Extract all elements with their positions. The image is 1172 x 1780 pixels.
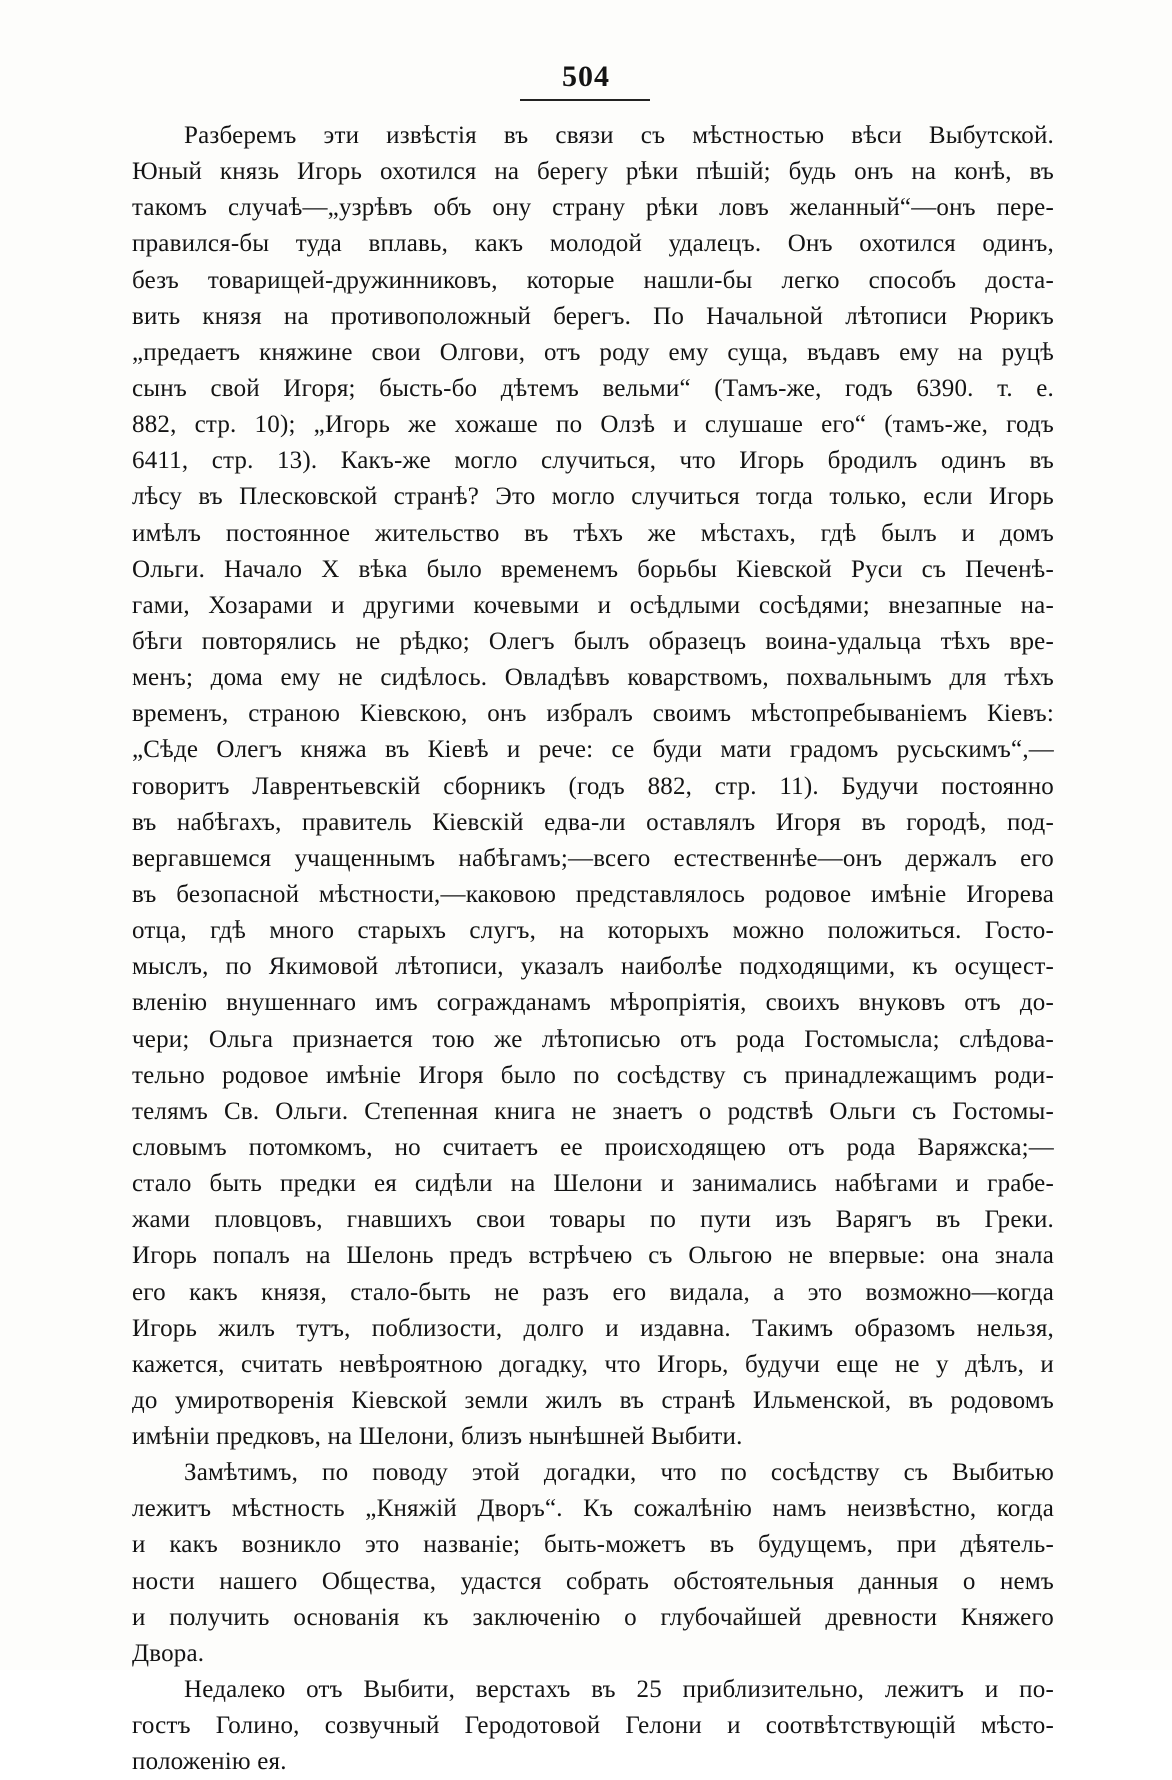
paragraph	[132, 1672, 1054, 1780]
paragraph	[132, 118, 1054, 1455]
text-line: ности нашего Общества, удастся собрать обстоятельныя данныя о немъ	[132, 1567, 1054, 1595]
text-line: Разберемъ эти извѣстія въ связи съ мѣстностью вѣси Выбутской.	[184, 122, 1054, 149]
text-line: говоритъ Лаврентьевскій сборникъ (годъ 882, стр. 11). Будучи постоянно	[132, 772, 1054, 800]
text-line: отца, гдѣ много старыхъ слугъ, на которыхъ можно положиться. Госто-	[132, 917, 1054, 945]
text-line: жами пловцовъ, гнавшихъ свои товары по пути изъ Варягъ въ Греки.	[132, 1206, 1054, 1234]
text-line: въ набѣгахъ, правитель Кіевскій едва-ли оставлялъ Игоря въ городѣ, под-	[132, 808, 1054, 836]
text-line: вергавшемся учащеннымъ набѣгамъ;—всего естественнѣе—онъ держалъ его	[132, 844, 1054, 872]
text-line: до умиротворенія Кіевской земли жилъ въ странѣ Ильменской, въ родовомъ	[132, 1386, 1054, 1414]
text-line: и какъ возникло это названіе; быть-можетъ въ будущемъ, при дѣятель-	[132, 1531, 1054, 1559]
text-line: бѣги повторялись не рѣдко; Олегъ былъ образецъ воина-удальца тѣхъ вре-	[132, 627, 1054, 655]
header-rule	[520, 99, 650, 101]
text-line: 6411, стр. 13). Какъ-же могло случиться, что Игорь бродилъ одинъ въ	[132, 447, 1054, 475]
text-line: такомъ случаѣ—„узрѣвъ объ ону страну рѣки ловъ желанный“—онъ пере-	[132, 194, 1054, 222]
text-line: временъ, страною Кіевскою, онъ избралъ своимъ мѣстопребываніемъ Кіевъ:	[132, 700, 1054, 728]
text-line: Ольги. Начало X вѣка было временемъ борьбы Кіевской Руси съ Печенѣ-	[132, 555, 1054, 583]
text-line: мыслъ, по Якимовой лѣтописи, указалъ наиболѣе подходящими, къ осущест-	[132, 953, 1054, 981]
text-line: гостъ Голино, созвучный Геродотовой Гелони и соотвѣтствующій мѣсто-	[132, 1712, 1054, 1740]
text-line: положенію ея.	[132, 1748, 287, 1776]
text-line: гами, Хозарами и другими кочевыми и осѣдлыми сосѣдями; внезапные на-	[132, 591, 1054, 619]
text-line: безъ товарищей-дружинниковъ, которые нашли-бы легко способъ доста-	[132, 266, 1054, 294]
text-line: чери; Ольга признается тою же лѣтописью отъ рода Гостомысла; слѣдова-	[132, 1025, 1054, 1053]
text-line: менъ; дома ему не сидѣлось. Овладѣвъ коварствомъ, похвальнымъ для тѣхъ	[132, 664, 1054, 692]
text-line: Юный князь Игорь охотился на берегу рѣки пѣшій; будь онъ на конѣ, въ	[132, 158, 1054, 186]
page-number: 504	[562, 60, 610, 93]
text-line: имѣніи предковъ, на Шелони, близъ нынѣшней Выбити.	[132, 1423, 743, 1451]
text-line: кажется, считать невѣроятною догадку, что Игорь, будучи еще не у дѣлъ, и	[132, 1350, 1054, 1378]
text-line: и получить основанія къ заключенію о глубочайшей древности Княжего	[132, 1603, 1054, 1631]
text-line: лежитъ мѣстность „Княжій Дворъ“. Къ сожалѣнію намъ неизвѣстно, когда	[132, 1495, 1054, 1523]
text-line: Замѣтимъ, по поводу этой догадки, что по сосѣдству съ Выбитью	[184, 1459, 1054, 1487]
text-line: въ безопасной мѣстности,—каковою представлялось родовое имѣніе Игорева	[132, 880, 1054, 908]
text-line: словымъ потомкомъ, но считаетъ ее происходящею отъ рода Варяжска;—	[132, 1133, 1054, 1161]
text-line: лѣсу въ Плесковской странѣ? Это могло случиться тогда только, если Игорь	[132, 483, 1054, 511]
text-line: телямъ Св. Ольги. Степенная книга не знаетъ о родствѣ Ольги съ Гостомы-	[132, 1097, 1054, 1125]
text-line: Игорь попалъ на Шелонь предъ встрѣчею съ Ольгою не впервые: она знала	[132, 1242, 1054, 1270]
text-line: Недалеко отъ Выбити, верстахъ въ 25 приблизительно, лежитъ и по-	[184, 1676, 1054, 1704]
text-line: „Сѣде Олегъ княжа въ Кіевѣ и рече: се буди мати градомъ русьскимъ“,—	[132, 736, 1054, 764]
text-line: вить князя на противоположный берегъ. По Начальной лѣтописи Рюрикъ	[132, 302, 1054, 330]
text-line: стало быть предки ея сидѣли на Шелони и занимались набѣгами и грабе-	[132, 1170, 1054, 1198]
text-line: 882, стр. 10); „Игорь же хожаше по Олзѣ и слушаше его“ (тамъ-же, годъ	[132, 411, 1054, 439]
text-line: „предаетъ княжине свои Олгови, отъ роду ему суща, въдавъ ему на руцѣ	[132, 338, 1054, 366]
text-line: правился-бы туда вплавь, какъ молодой удалецъ. Онъ охотился одинъ,	[132, 230, 1054, 258]
text-line: сынъ свой Игоря; бысть-бо дѣтемъ вельми“ (Тамъ-же, годъ 6390. т. е.	[132, 374, 1054, 402]
text-line: вленію внушеннаго имъ согражданамъ мѣропріятія, своихъ внуковъ отъ до-	[132, 989, 1054, 1017]
paragraph	[132, 1455, 1054, 1672]
text-line: тельно родовое имѣніе Игоря было по сосѣдству съ принадлежащимъ роди-	[132, 1061, 1054, 1089]
body-text	[132, 118, 1054, 1780]
text-line: Игорь жилъ тутъ, поблизости, долго и издавна. Такимъ образомъ нельзя,	[132, 1314, 1054, 1342]
text-line: Двора.	[132, 1639, 205, 1667]
text-line: имѣлъ постоянное жительство въ тѣхъ же мѣстахъ, гдѣ былъ и домъ	[132, 519, 1054, 547]
text-line: его какъ князя, стало-быть не разъ его видала, а это возможно—когда	[132, 1278, 1054, 1306]
